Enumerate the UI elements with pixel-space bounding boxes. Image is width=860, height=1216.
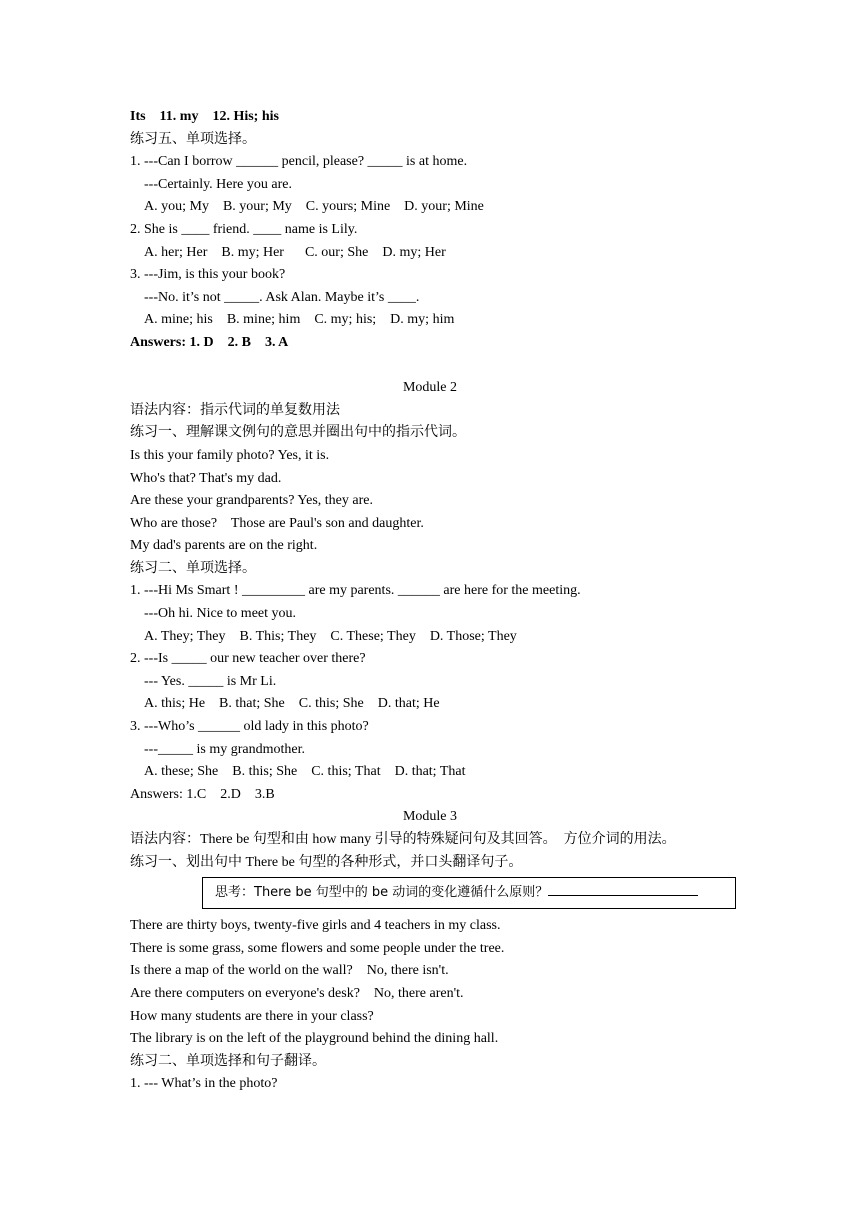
- exercise-line: 3. ---Jim, is this your book?: [130, 267, 286, 283]
- module2-line: Is this your family photo? Yes, it is.: [130, 447, 330, 463]
- module1-exercise5: [130, 106, 740, 355]
- module3-exercise1-heading: 练习一、划出句中 There be 句型的各种形式，并口头翻译句子。: [130, 854, 523, 870]
- module2-line: ---Oh hi. Nice to meet you.: [144, 606, 297, 622]
- exercise-line: ---No. it’s not _____. Ask Alan. Maybe it’s ____.: [144, 289, 420, 305]
- module3-line: Is there a map of the world on the wall? No, there isn't.: [130, 963, 449, 979]
- module2-line: ---_____ is my grandmother.: [144, 741, 305, 757]
- module2-line: --- Yes. _____ is Mr Li.: [144, 673, 277, 689]
- exercise-line: 1. ---Can I borrow ______ pencil, please? _____ is at home.: [130, 154, 468, 170]
- module3-body: [130, 915, 740, 1096]
- think-box: [202, 877, 736, 909]
- module2-line: Who are those? Those are Paul's son and daughter.: [130, 515, 424, 531]
- exercise-line: 练习五、单项选择。: [130, 131, 256, 147]
- module2-line: 练习二、单项选择。: [130, 560, 256, 576]
- exercise-line: A. mine; his B. mine; him C. my; his; D. my; him: [144, 312, 455, 328]
- exercise-line: A. her; Her B. my; Her C. our; She D. my; Her: [144, 244, 446, 260]
- module2-line: 3. ---Who’s ______ old lady in this photo?: [130, 719, 369, 735]
- module2-line: A. this; He B. that; She C. this; She D. that; He: [144, 696, 440, 712]
- module3-grammar: 语法内容：There be 句型和由 how many 引导的特殊疑问句及其回答。 方位介词的用法。: [130, 832, 676, 847]
- module3-title: Module 3: [402, 809, 458, 825]
- module2-line: My dad's parents are on the right.: [130, 538, 318, 554]
- module2-line: Are these your grandparents? Yes, they are.: [130, 493, 373, 509]
- module3-line: There is some grass, some flowers and some people under the tree.: [130, 940, 505, 956]
- module2-body: [130, 400, 740, 807]
- answer-blank: [548, 881, 698, 896]
- exercise-line: Its 11. my 12. His; his: [130, 109, 279, 124]
- module3-line: 练习二、单项选择和句子翻译。: [130, 1053, 326, 1069]
- module2-line: 语法内容：指示代词的单复数用法: [130, 402, 340, 418]
- module3-line: 1. --- What’s in the photo?: [130, 1076, 278, 1092]
- exercise-line: ---Certainly. Here you are.: [144, 176, 292, 192]
- think-question: 思考：There be 句型中的 be 动词的变化遵循什么原则？: [215, 885, 549, 901]
- module3-line: Are there computers on everyone's desk? No, there aren't.: [130, 985, 464, 1001]
- module2-line: 2. ---Is _____ our new teacher over there?: [130, 651, 366, 667]
- spacer: [130, 355, 740, 378]
- module2-line: 1. ---Hi Ms Smart ! _________ are my parents. ______ are here for the meeting.: [130, 583, 581, 599]
- module3-line: How many students are there in your class?: [130, 1008, 374, 1024]
- exercise-line: Answers: 1. D 2. B 3. A: [130, 334, 289, 350]
- module2-line: Answers: 1.C 2.D 3.B: [130, 786, 275, 802]
- module2-line: Who's that? That's my dad.: [130, 470, 282, 486]
- exercise-line: A. you; My B. your; My C. yours; Mine D. your; Mine: [144, 199, 484, 215]
- exercise-line: 2. She is ____ friend. ____ name is Lily.: [130, 221, 358, 237]
- document-content: [130, 106, 740, 1096]
- module2-line: A. They; They B. This; They C. These; They D. Those; They: [144, 628, 517, 644]
- module3-line: There are thirty boys, twenty-five girls and 4 teachers in my class.: [130, 918, 501, 934]
- module2-line: A. these; She B. this; She C. this; That D. that; That: [144, 764, 466, 780]
- module2-line: 练习一、理解课文例句的意思并圈出句中的指示代词。: [130, 425, 466, 441]
- module2-title: Module 2: [402, 380, 458, 396]
- module3-line: The library is on the left of the playground behind the dining hall.: [130, 1031, 499, 1047]
